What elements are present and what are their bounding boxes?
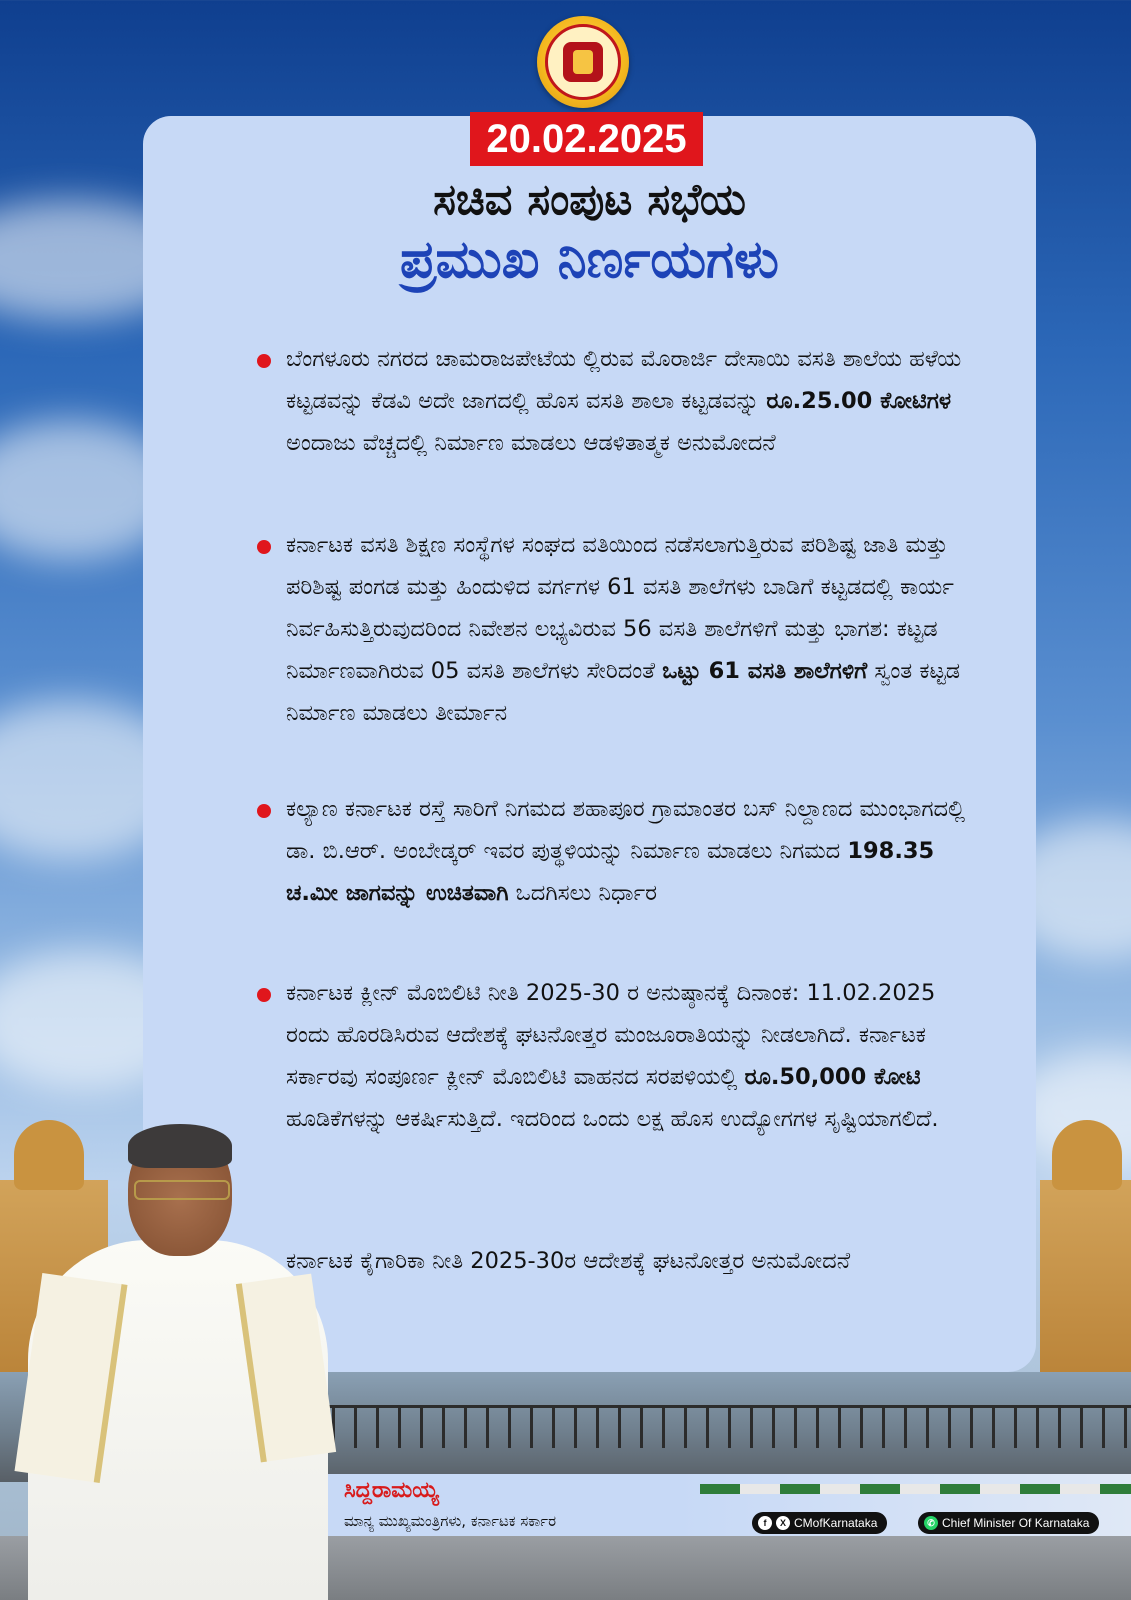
facebook-icon: f [758, 1516, 772, 1530]
social-handle-twitter-facebook[interactable]: f X CMofKarnataka [752, 1512, 887, 1534]
date-badge: 20.02.2025 [470, 112, 703, 166]
glasses-icon [134, 1180, 230, 1200]
chief-minister-designation: ಮಾನ್ಯ ಮುಖ್ಯಮಂತ್ರಿಗಳು, ಕರ್ನಾಟಕ ಸರ್ಕಾರ [344, 1512, 557, 1530]
person-hair [128, 1124, 232, 1168]
whatsapp-icon: ✆ [924, 1516, 938, 1530]
decision-item-2: ಕರ್ನಾಟಕ ವಸತಿ ಶಿಕ್ಷಣ ಸಂಸ್ಥೆಗಳ ಸಂಘದ ವತಿಯಿಂದ ನಡೆಸಲಾಗುತ್ತಿರುವ ಪರಿಶಿಷ್ಟ ಜಾತಿ ಮತ್ತು ಪರಿಶಿಷ್ಟ ಪಂಗಡ ಮತ್ತು ಹಿಂದುಳಿದ ವರ್ಗಗಳ 61 ವಸತಿ ಶಾಲೆಗಳು ಬಾಡಿಗೆ ಕಟ್ಟಡದಲ್ಲಿ ಕಾರ್ಯ ನಿರ್ವಹಿಸುತ್ತಿರುವುದರಿಂದ ನಿವೇಶನ ಲಭ್ಯವಿರುವ 56 ವಸತಿ ಶಾಲೆಗಳಿಗೆ ಮತ್ತು ಭಾಗಶ: ಕಟ್ಟಡ ನಿರ್ಮಾಣವಾಗಿರುವ 05 ವಸತಿ ಶಾಲೆಗಳು ಸೇರಿದಂತೆ ಒಟ್ಟು 61 ವಸತಿ ಶಾಲೆಗಳಿಗೆ ಸ್ವಂತ ಕಟ್ಟಡ ನಿರ್ಮಾಣ ಮಾಡಲು ತೀರ್ಮಾನ [286, 532, 961, 726]
bullet-icon [257, 540, 271, 554]
bullet-icon [257, 804, 271, 818]
railing [310, 1405, 1131, 1448]
decision-item-1: ಬೆಂಗಳೂರು ನಗರದ ಚಾಮರಾಜಪೇಟೆಯ ಲ್ಲಿರುವ ಮೊರಾರ್ಜಿ ದೇಸಾಯಿ ವಸತಿ ಶಾಲೆಯ ಹಳೆಯ ಕಟ್ಟಡವನ್ನು ಕೆಡವಿ ಅದೇ ಜಾಗದಲ್ಲಿ ಹೊಸ ವಸತಿ ಶಾಲಾ ಕಟ್ಟಡವನ್ನು ರೂ.25.00 ಕೋಟಿಗಳ ಅಂದಾಜು ವೆಚ್ಚದಲ್ಲಿ ನಿರ್ಮಾಣ ಮಾಡಲು ಆಡಳಿತಾತ್ಮಕ ಅನುಮೋದನೆ [286, 346, 962, 456]
karnataka-emblem-logo [537, 16, 629, 108]
decision-item-4: ಕರ್ನಾಟಕ ಕ್ಲೀನ್ ಮೊಬಿಲಿಟಿ ನೀತಿ 2025-30 ರ ಅನುಷ್ಠಾನಕ್ಕೆ ದಿನಾಂಕ: 11.02.2025 ರಂದು ಹೊರಡಿಸಿರುವ ಆದೇಶಕ್ಕೆ ಘಟನೋತ್ತರ ಮಂಜೂರಾತಿಯನ್ನು ನೀಡಲಾಗಿದೆ. ಕರ್ನಾಟಕ ಸರ್ಕಾರವು ಸಂಪೂರ್ಣ ಕ್ಲೀನ್ ಮೊಬಿಲಿಟಿ ವಾಹನದ ಸರಪಳಿಯಲ್ಲಿ ರೂ.50,000 ಕೋಟಿ ಹೂಡಿಕೆಗಳನ್ನು ಆಕರ್ಷಿಸುತ್ತಿದೆ. ಇದರಿಂದ ಒಂದು ಲಕ್ಷ ಹೊಸ ಉದ್ಯೋಗಗಳ ಸೃಷ್ಟಿಯಾಗಲಿದೆ. [286, 980, 939, 1132]
bullet-icon [257, 988, 271, 1002]
social-handle-whatsapp[interactable]: ✆ Chief Minister Of Karnataka [918, 1512, 1099, 1534]
decision-item-3: ಕಲ್ಯಾಣ ಕರ್ನಾಟಕ ರಸ್ತೆ ಸಾರಿಗೆ ನಿಗಮದ ಶಹಾಪೂರ ಗ್ರಾಮಾಂತರ ಬಸ್ ನಿಲ್ದಾಣದ ಮುಂಭಾಗದಲ್ಲಿ ಡಾ. ಬಿ.ಆರ್. ಅಂಬೇಡ್ಕರ್ ಇವರ ಪುತ್ಥಳಿಯನ್ನು ನಿರ್ಮಾಣ ಮಾಡಲು ನಿಗಮದ 198.35 ಚ.ಮೀ ಜಾಗವನ್ನು ಉಚಿತವಾಗಿ ಒದಗಿಸಲು ನಿರ್ಧಾರ [286, 796, 966, 906]
page-subtitle: ಪ್ರಮುಖ ನಿರ್ಣಯಗಳು [400, 230, 779, 290]
karnataka-government-emblem-icon [563, 42, 603, 82]
chief-minister-name: ಸಿದ್ದರಾಮಯ್ಯ [344, 1478, 439, 1503]
chief-minister-photo [28, 1128, 328, 1600]
page-title: ಸಚಿವ ಸಂಪುಟ ಸಭೆಯ [433, 175, 746, 225]
bullet-icon [257, 354, 271, 368]
decision-item-5: ಕರ್ನಾಟಕ ಕೈಗಾರಿಕಾ ನೀತಿ 2025-30ರ ಆದೇಶಕ್ಕೆ ಘಟನೋತ್ತರ ಅನುಮೋದನೆ [286, 1248, 851, 1274]
x-icon: X [776, 1516, 790, 1530]
curb [700, 1484, 1131, 1494]
